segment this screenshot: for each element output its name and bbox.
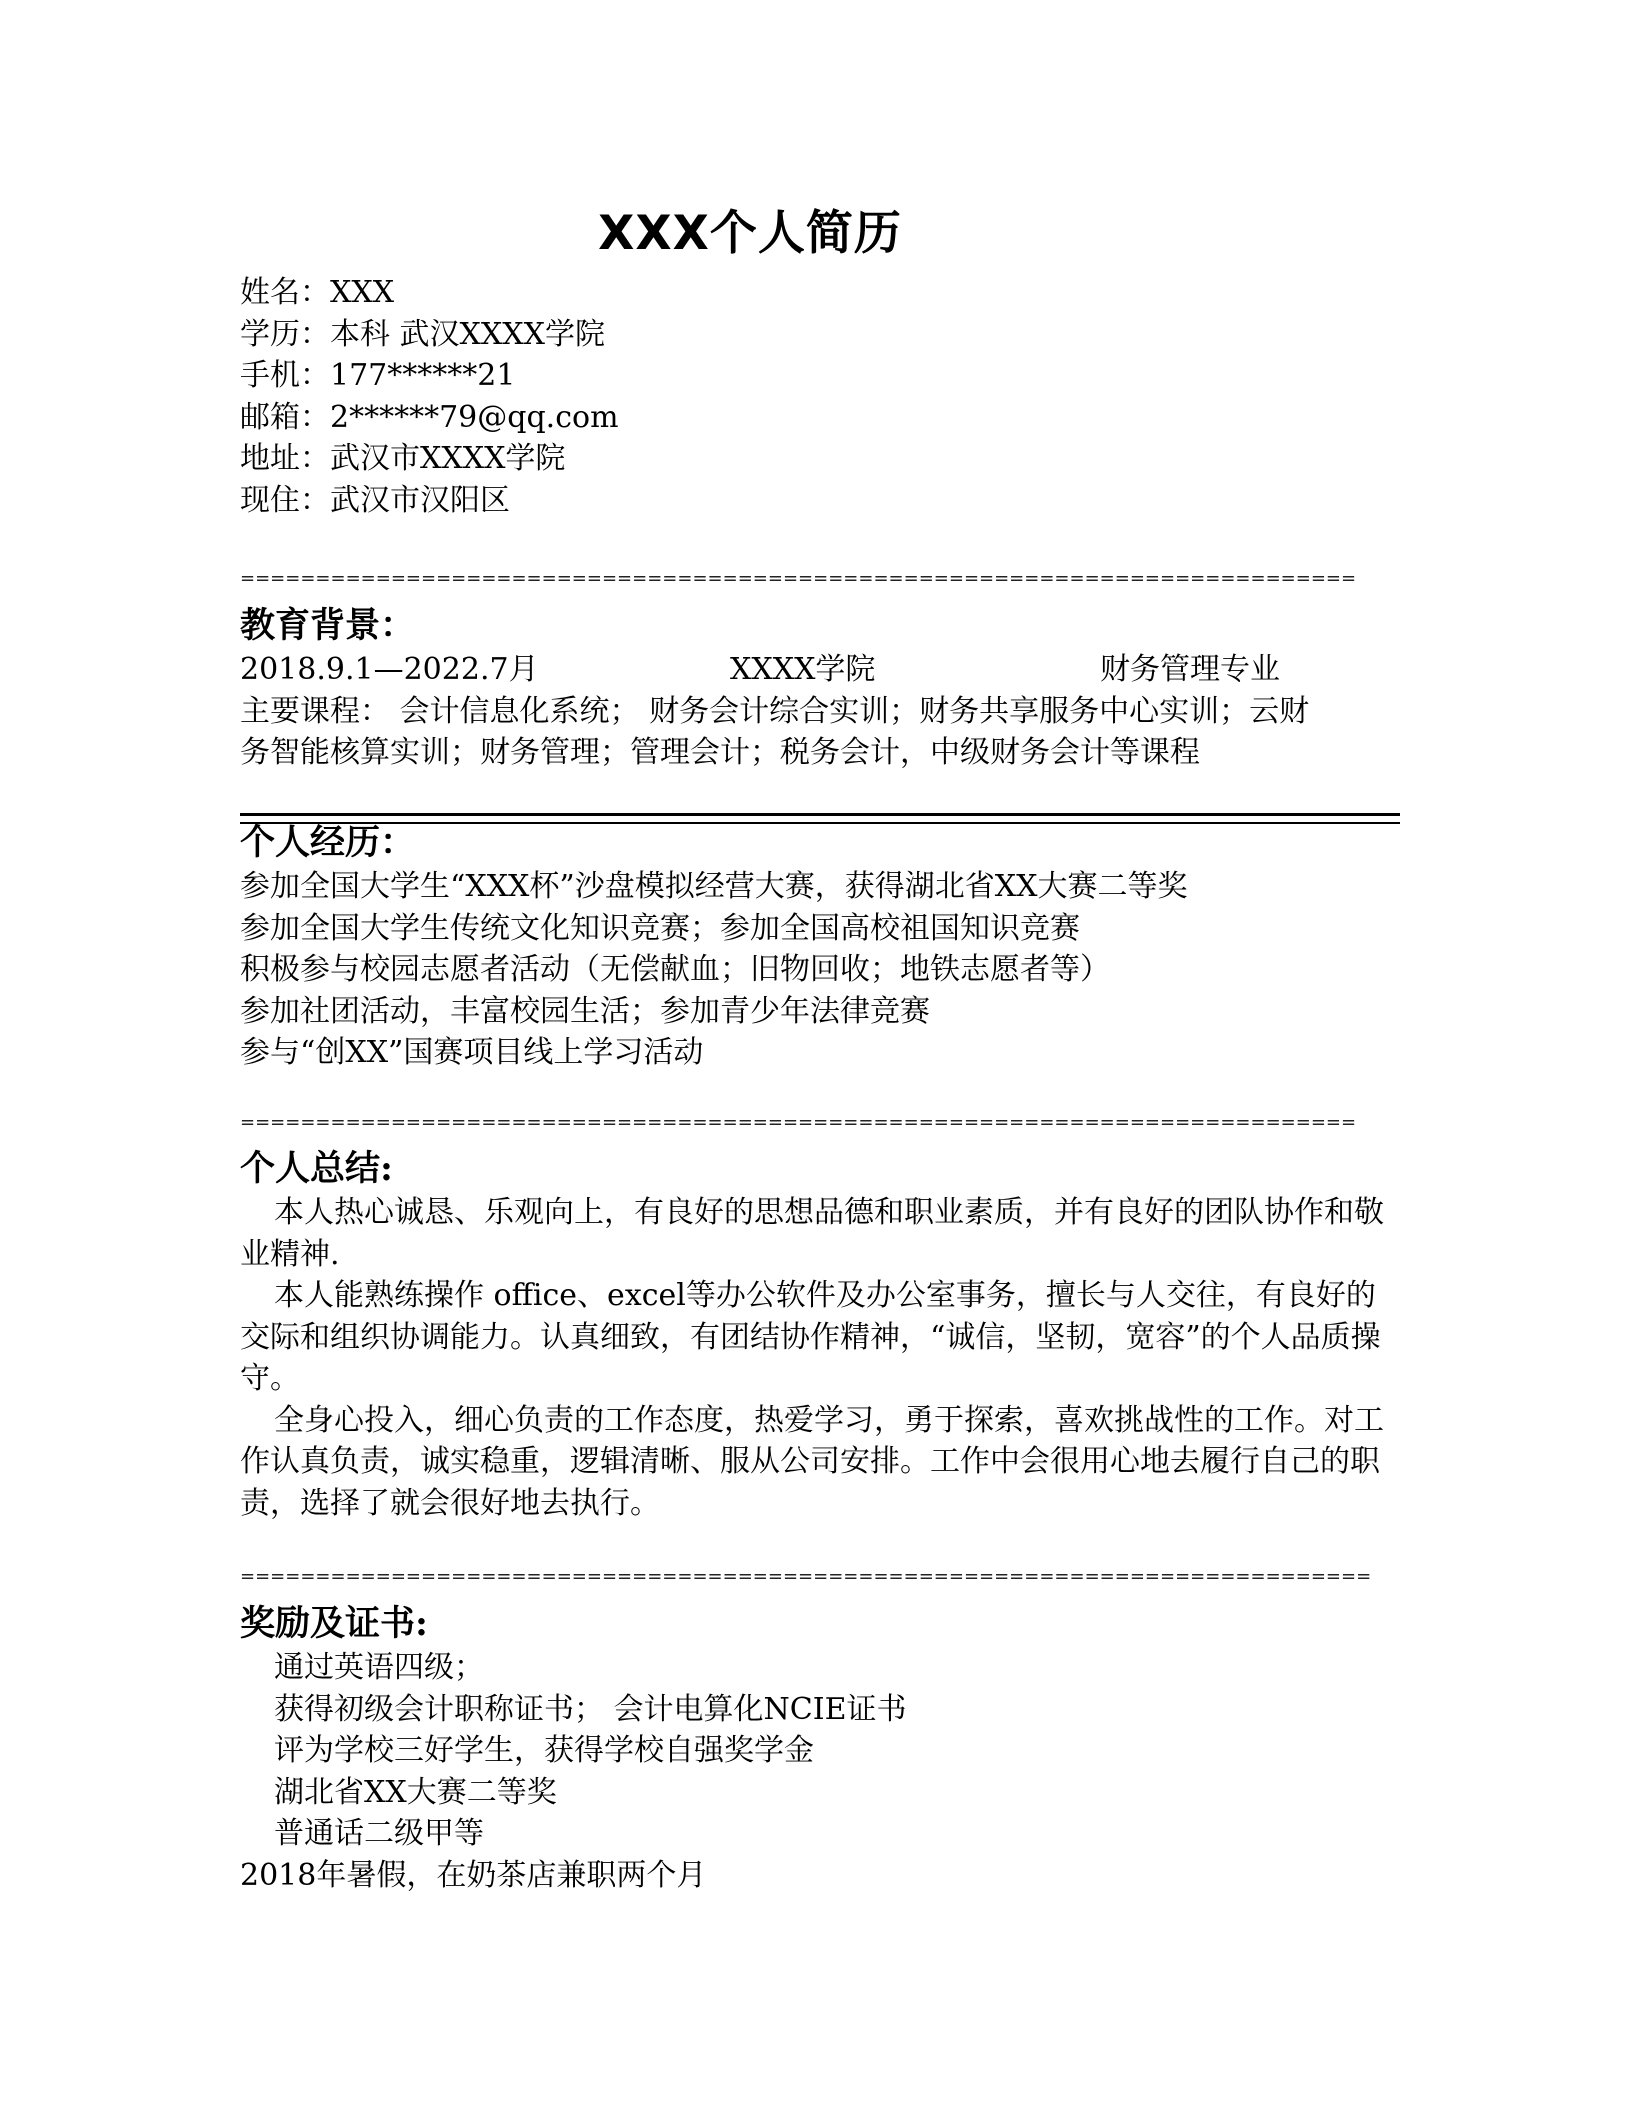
list-item: 获得初级会计职称证书； 会计电算化NCIE证书 <box>274 1691 907 1727</box>
summary-heading: 个人总结: <box>240 1148 393 1189</box>
education-major: 财务管理专业 <box>1100 652 1280 687</box>
info-name: 姓名：XXX <box>240 275 395 310</box>
summary-paragraph: 本人热心诚恳、乐观向上，有良好的思想品德和职业素质，并有良好的团队协作和敬业精神. <box>240 1195 1384 1272</box>
info-residence: 现住：武汉市汉阳区 <box>240 482 510 518</box>
divider: =========================================================================== <box>240 1566 1372 1587</box>
list-item: 通过英语四级； <box>274 1650 484 1685</box>
list-item: 参与“创XX”国赛项目线上学习活动 <box>240 1035 704 1070</box>
education-period: 2018.9.1—2022.7月 <box>240 652 539 687</box>
summary-section <box>240 1146 1400 1524</box>
list-item: 湖北省XX大赛二等奖 <box>274 1774 557 1810</box>
personal-info <box>240 272 1400 521</box>
education-heading: 教育背景： <box>240 605 416 646</box>
experience-heading: 个人经历： <box>240 822 416 863</box>
summary-paragraph: 全身心投入，细心负责的工作态度，热爱学习，勇于探索，喜欢挑战性的工作。对工作认真负责，诚实稳重，逻辑清晰、服从公司安排。工作中会很用心地去履行自己的职责，选择了就会很好地去执行。 <box>240 1402 1384 1521</box>
resume-title: XXX个人简历 <box>598 206 902 261</box>
list-item: 评为学校三好学生，获得学校自强奖学金 <box>274 1733 814 1768</box>
list-item: 参加全国大学生传统文化知识竞赛；参加全国高校祖国知识竞赛 <box>240 910 1080 946</box>
education-section <box>240 603 1400 774</box>
education-row <box>240 649 1400 691</box>
summary-paragraph: 本人能熟练操作 office、excel等办公软件及办公室事务，擅长与人交往，有良好的交际和组织协调能力。认真细致，有团结协作精神，“诚信，坚韧，宽容”的个人品质操守。 <box>240 1278 1381 1396</box>
info-phone: 手机：177******21 <box>240 358 516 393</box>
education-school: XXXX学院 <box>730 652 876 687</box>
info-address: 地址：武汉市XXXX学院 <box>240 441 566 476</box>
awards-extra: 2018年暑假，在奶茶店兼职两个月 <box>240 1857 707 1893</box>
awards-section <box>240 1601 1400 1896</box>
education-courses-line2: 务智能核算实训；财务管理；管理会计；税务会计，中级财务会计等课程 <box>240 735 1200 770</box>
education-courses-line1: 主要课程： 会计信息化系统； 财务会计综合实训；财务共享服务中心实训；云财 <box>240 693 1310 729</box>
awards-heading: 奖励及证书: <box>240 1603 428 1644</box>
list-item: 普通话二级甲等 <box>274 1816 484 1851</box>
list-item: 参加全国大学生“XXX杯”沙盘模拟经营大赛，获得湖北省XX大赛二等奖 <box>240 869 1188 904</box>
list-item: 参加社团活动，丰富校园生活；参加青少年法律竞赛 <box>240 993 930 1029</box>
divider: ========================================================================== <box>240 568 1357 589</box>
info-email: 邮箱：2******79@qq.com <box>240 399 619 435</box>
info-education: 学历：本科 武汉XXXX学院 <box>240 316 605 352</box>
list-item: 积极参与校园志愿者活动（无偿献血；旧物回收；地铁志愿者等） <box>240 952 1110 987</box>
experience-section <box>240 820 1400 1074</box>
divider: ========================================================================== <box>240 1112 1357 1133</box>
